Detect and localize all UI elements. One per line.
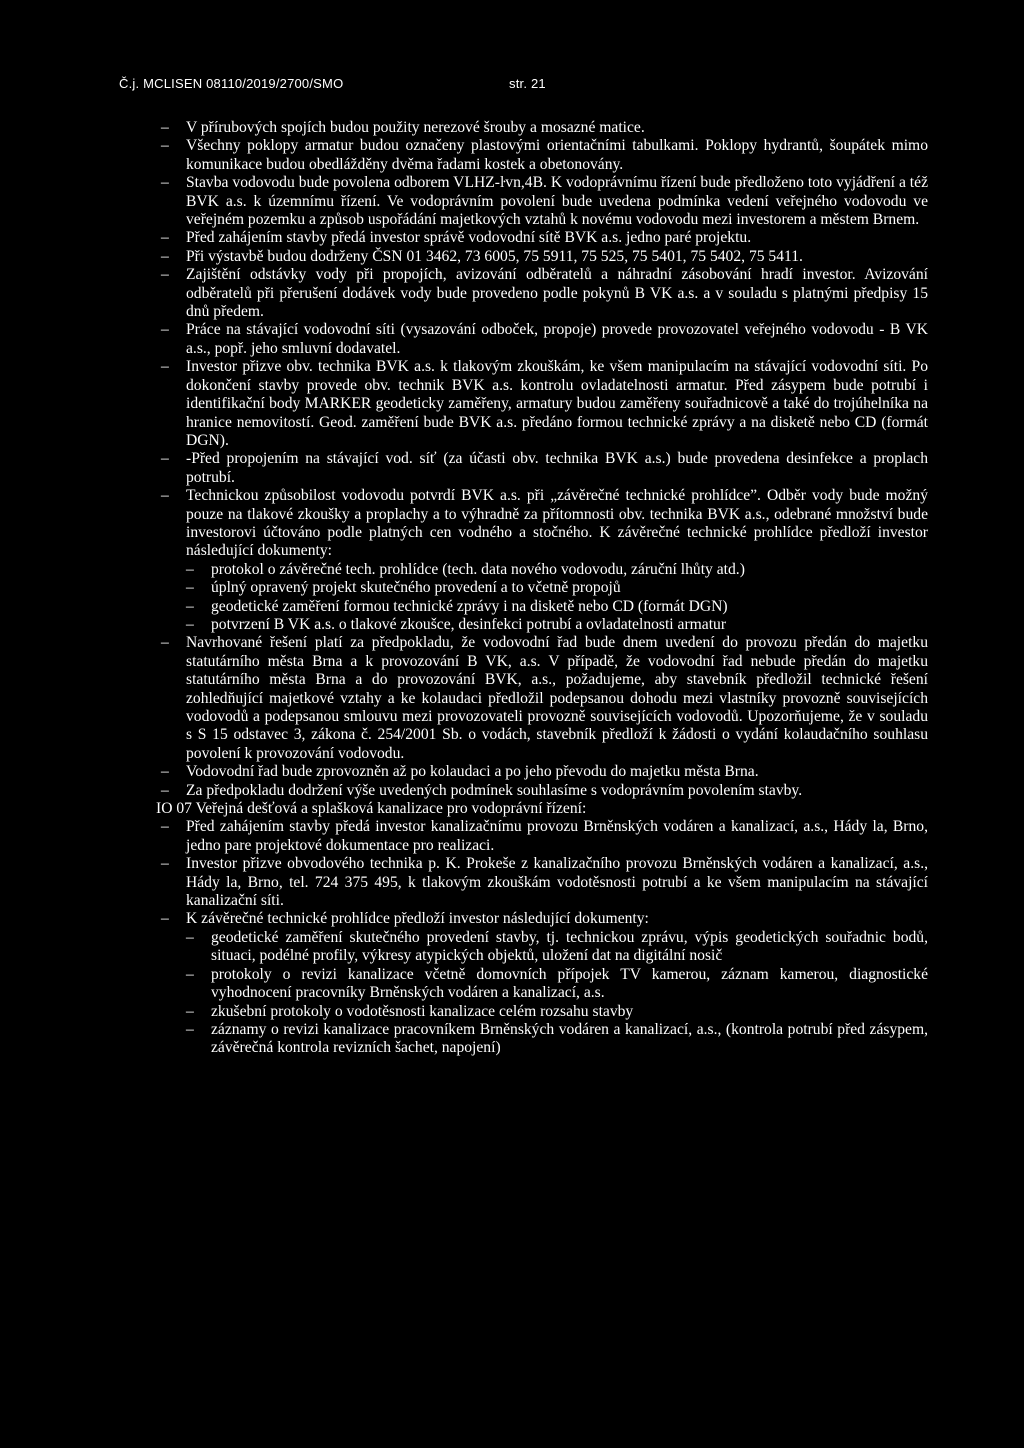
- list-item: – Před zahájením stavby předá investor kanalizačnímu provozu Brněnských vodáren a kanalizací, a.s., Hády la, Brno, jedno pare projektové dokumentace pro realizaci.: [161, 818, 928, 855]
- list-item: – Všechny poklopy armatur budou označeny plastovými orientačními tabulkami. Poklopy hydrantů, šoupátek mimo komunikace budou obedlážděny dvěma řadami kostek a obetonovány.: [161, 137, 928, 174]
- sub-list-item: – geodetické zaměření skutečného provedení stavby, tj. technickou zprávu, výpis geodetických souřadnic bodů, situaci, podélné profily, výkresy atypických objektů, uložení dat na digitální nosič: [186, 929, 928, 966]
- sub-list-item: – geodetické zaměření formou technické zprávy i na disketě nebo CD (formát DGN): [186, 598, 928, 616]
- technical-documents-list: [186, 561, 928, 635]
- list-item: – Před zahájením stavby předá investor správě vodovodní sítě BVK a.s. jedno paré projektu.: [161, 229, 928, 247]
- section-heading-io07: IO 07 Veřejná dešťová a splašková kanalizace pro vodoprávní řízení:: [156, 800, 587, 818]
- list-item-text: Technickou způsobilost vodovodu potvrdí BVK a.s. při „závěrečné technické prohlídce”. Odběr vody bude možný pouze na tlakové zkoušky a proplachy a to výhradně za přítomnosti obv. technika BVK a.s., odebrané množství bude investorovi účtováno podle platných cen vodného a stočného. K závěrečné technické prohlídce předloží investor následující dokumenty:: [186, 487, 928, 560]
- list-item: – -Před propojením na stávající vod. síť (za účasti obv. technika BVK a.s.) bude provedena desinfekce a proplach potrubí.: [161, 450, 928, 487]
- list-item: – Investor přizve obv. technika BVK a.s. k tlakovým zkouškám, ke všem manipulacím na stávající vodovodní síti. Po dokončení stavby provede obv. technik BVK a.s. kontrolu ovladatelnosti armatur. Před zásypem bude potrubí i identifikační body MARKER geodeticky zaměřeny, armatury budou zaměřeny souřadnicově a také do trojúhelníka na hranice nemovitostí. Geod. zaměření bude BVK a.s. předáno formou technické zprávy a na disketě nebo CD (formát DGN).: [161, 358, 928, 450]
- sub-list-item: – záznamy o revizi kanalizace pracovníkem Brněnských vodáren a kanalizací, a.s., (kontrola potrubí před zásypem, závěrečná kontrola revizních šachet, napojení): [186, 1021, 928, 1058]
- reference-number: Č.j. MCLISEN 08110/2019/2700/SMO: [119, 76, 344, 91]
- list-item: – Při výstavbě budou dodrženy ČSN 01 3462, 73 6005, 75 5911, 75 525, 75 5401, 75 5402, 75 5411.: [161, 248, 928, 266]
- list-item: – V přírubových spojích budou použity nerezové šrouby a mosazné matice.: [161, 119, 928, 137]
- list-item-final-documents: [161, 910, 928, 1057]
- list-item: – Investor přizve obvodového technika p. K. Prokeše z kanalizačního provozu Brněnských vodáren a kanalizací, a.s., Hády la, Brno, tel. 724 375 495, k tlakovým zkouškám vodotěsnosti potrubí a ke všem manipulacím na stávající kanalizační síti.: [161, 855, 928, 910]
- list-item: – Práce na stávající vodovodní síti (vysazování odboček, propoje) provede provozovatel veřejného vodovodu - B VK a.s., popř. jeho smluvní dodavatel.: [161, 321, 928, 358]
- sub-list-item: – úplný opravený projekt skutečného provedení a to včetně propojů: [186, 579, 928, 597]
- conditions-list-sewer: [161, 818, 928, 1057]
- document-body: [156, 119, 928, 1058]
- sub-list-item: – potvrzení B VK a.s. o tlakové zkoušce, desinfekci potrubí a ovladatelnosti armatur: [186, 616, 928, 634]
- final-documents-list: [186, 929, 928, 1058]
- list-item-text: K závěrečné technické prohlídce předloží investor následující dokumenty:: [186, 910, 649, 928]
- list-item: – Zajištění odstávky vody při propojích, avizování odběratelů a náhradní zásobování hradí investor. Avizování odběratelů při přerušení dodávek vody bude provedeno podle pokynů B VK a.s. a v souladu s platnými předpisy 15 dnů předem.: [161, 266, 928, 321]
- sub-list-item: – protokol o závěrečné tech. prohlídce (tech. data nového vodovodu, záruční lhůty atd.): [186, 561, 928, 579]
- sub-list-item: – zkušební protokoly o vodotěsnosti kanalizace celém rozsahu stavby: [186, 1003, 928, 1021]
- list-item-technical-inspection: [161, 487, 928, 634]
- list-item: – Navrhované řešení platí za předpokladu, že vodovodní řad bude dnem uvedení do provozu předán do majetku statutárního města Brna a k provozování B VK, a.s. V případě, že vodovodní řad nebude předán do majetku statutárního města Brna a do provozování BVK, a.s., požadujeme, aby stavebník předložil technické řešení zohledňující majetkové vztahy a ke kolaudaci předložil podepsanou dohodu mezi vlastníky provozně souvisejících vodovodů a podepsanou smlouvu mezi provozovateli provozně souvisejících vodovodů. Upozorňujeme, že v souladu s S 15 odstavec 3, zákona č. 254/2001 Sb. o vodách, stavebník předloží k žádosti o vydání kolaudačního souhlasu povolení k provozování vodovodu.: [161, 634, 928, 763]
- page-number: str. 21: [509, 76, 546, 91]
- list-item: – Za předpokladu dodržení výše uvedených podmínek souhlasíme s vodoprávním povolením stavby.: [161, 782, 928, 800]
- conditions-list-water: [161, 119, 928, 800]
- list-item: – Vodovodní řad bude zprovozněn až po kolaudaci a po jeho převodu do majetku města Brna.: [161, 763, 928, 781]
- list-item: – Stavba vodovodu bude povolena odborem VLHZ-ŀvn,4B. K vodoprávnímu řízení bude předloženo toto vyjádření a též BVK a.s. k územnímu řízení. Ve vodoprávním povolení bude uvedena podmínka vedení veřejného vodovodu ve veřejném pozemku a způsob uspořádání majetkových vztahů k novému vodovodu mezi investorem a městem Brnem.: [161, 174, 928, 229]
- sub-list-item: – protokoly o revizi kanalizace včetně domovních přípojek TV kamerou, záznam kamerou, diagnostické vyhodnocení pracovníky Brněnských vodáren a kanalizací, a.s.: [186, 966, 928, 1003]
- page-header: [119, 76, 546, 91]
